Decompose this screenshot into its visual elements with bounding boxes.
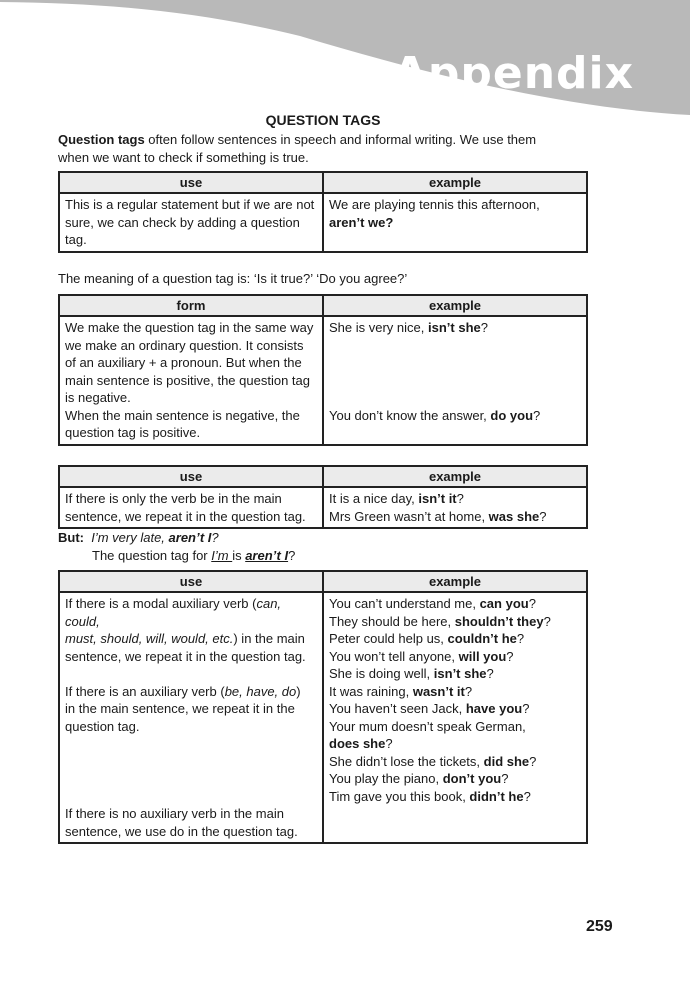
page-title: QUESTION TAGS [265,112,381,128]
but-line1: But: I’m very late, aren’t I? [58,530,219,545]
table1-use-line: sure, we can check by adding a question [65,214,300,230]
table4-use-line: sentence, we repeat it in the question tag. [65,648,306,664]
table4-use-line: in the main sentence, we repeat it in the [65,701,295,716]
table3-use-cell [59,487,323,528]
table-row [59,193,587,252]
table-auxiliaries [58,570,588,844]
table-row [59,487,587,528]
intro-term: Question tags [58,132,145,147]
table4-example-line: It was raining, wasn’t it? [329,683,473,699]
table2-form-line: We make the question tag in the same way [65,320,314,335]
appendix-heading: Appendix [392,48,634,99]
table2-header-form: form [59,295,323,316]
table-regular-statement [58,171,588,253]
but-label: But: [58,530,84,545]
table-form [58,294,588,446]
table1-use-line: This is a regular statement but if we are not [65,197,315,212]
table3-use-line: sentence, we repeat it in the question tag. [65,508,306,524]
table2-form-line: question tag is positive. [65,425,201,440]
table4-use-line: must, should, will, would, etc.) in the main [65,631,305,646]
table4-example-line: She is doing well, isn’t she? [329,666,494,681]
table3-example-line: It is a nice day, isn’t it? [329,491,464,506]
table4-use-line: If there is no auxiliary verb in the main [65,806,284,821]
table4-use-line: If there is an auxiliary verb (be, have, do) [65,683,301,699]
table4-example-line: They should be here, shouldn’t they? [329,613,551,629]
table2-form-line: is negative. [65,390,131,405]
table3-example-cell [323,487,587,528]
table2-form-line: we make an ordinary question. It consists [65,337,304,353]
table3-example-line: Mrs Green wasn’t at home, was she? [329,508,547,524]
but-note [58,529,588,564]
table4-example-line: You play the piano, don’t you? [329,771,509,786]
table4-use-cell [59,592,323,843]
table4-example-line: Peter could help us, couldn’t he? [329,631,525,646]
page-number: 259 [586,918,613,935]
intro-line1: often follow sentences in speech and informal writing. We use them [144,132,537,147]
table1-use-line: tag. [65,232,87,247]
table4-header-use: use [59,571,323,592]
table3-use-line: If there is only the verb be in the main [65,491,282,506]
table1-example-tag: aren’t we? [329,214,394,230]
but-line2: The question tag for I’m is aren’t I? [92,547,296,563]
table2-form-line: When the main sentence is negative, the [65,407,300,423]
meaning-sentence: The meaning of a question tag is: ‘Is it true?’ ‘Do you agree?’ [58,271,408,286]
table4-use-line: question tag. [65,718,140,734]
table2-form-cell [59,316,323,445]
table-verb-be [58,465,588,529]
table2-example-cell [323,316,587,445]
table4-example-line: Your mum doesn’t speak German, [329,718,526,734]
table4-example-cell [323,592,587,843]
table2-example-line: You don’t know the answer, do you? [329,407,541,423]
table2-form-line: of an auxiliary + a pronoun. But when the [65,355,302,370]
table1-example-cell [323,193,587,252]
table2-example-line: She is very nice, isn’t she? [329,320,488,335]
table4-use-line: If there is a modal auxiliary verb (can, could, [65,596,282,629]
table4-example-line: She didn’t lose the tickets, did she? [329,753,537,769]
table1-header-example: example [323,172,587,193]
table-row [59,592,587,843]
intro-paragraph [58,131,588,166]
table4-example-line: You won’t tell anyone, will you? [329,648,514,664]
table4-example-line: You can’t understand me, can you? [329,596,536,611]
table1-example-line: We are playing tennis this afternoon, [329,197,540,212]
table3-header-use: use [59,466,323,487]
table3-header-example: example [323,466,587,487]
table4-example-line: You haven’t seen Jack, have you? [329,701,530,716]
table1-header-use: use [59,172,323,193]
table4-use-line: sentence, we use do in the question tag. [65,823,298,839]
table-row [59,316,587,445]
table2-form-line: main sentence is positive, the question tag [65,372,310,388]
table4-example-line: does she? [329,736,393,751]
table1-use-cell [59,193,323,252]
table4-example-line: Tim gave you this book, didn’t he? [329,788,531,804]
intro-line2: when we want to check if something is true. [58,149,309,165]
table4-header-example: example [323,571,587,592]
table2-header-example: example [323,295,587,316]
